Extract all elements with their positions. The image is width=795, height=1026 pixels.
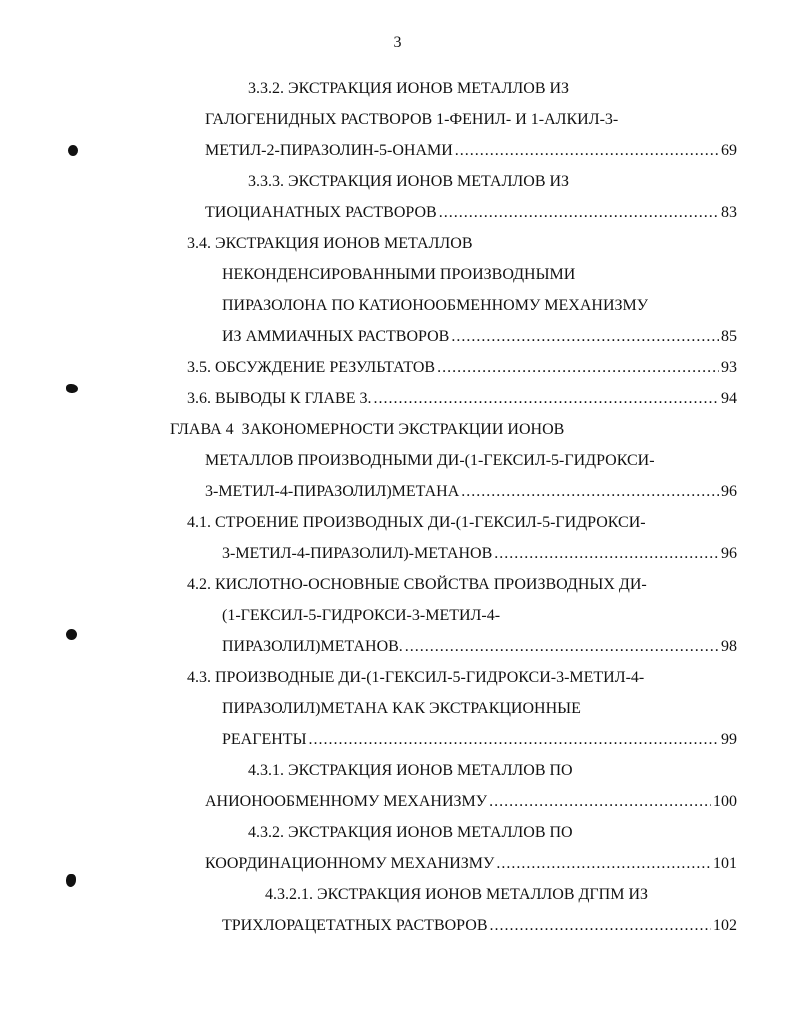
dot-leader — [461, 480, 719, 504]
toc-page-number: 83 — [721, 204, 737, 221]
toc-line-text: АНИОНООБМЕННОМУ МЕХАНИЗМУ — [205, 793, 488, 810]
toc-line-text: ПИРАЗОЛИЛ)МЕТАНА КАК ЭКСТРАКЦИОННЫЕ — [222, 700, 581, 717]
page-number: 3 — [393, 34, 402, 51]
toc-page-number: 102 — [713, 917, 737, 934]
toc-line-text: 3.4. ЭКСТРАКЦИЯ ИОНОВ МЕТАЛЛОВ — [187, 235, 473, 252]
dot-leader — [405, 635, 719, 659]
toc-entry-end — [222, 728, 737, 752]
toc-line — [248, 77, 569, 101]
toc-line-text: МЕТАЛЛОВ ПРОИЗВОДНЫМИ ДИ-(1-ГЕКСИЛ-5-ГИДРОКСИ- — [205, 452, 655, 469]
toc-line — [187, 573, 647, 597]
toc-page-number: 100 — [713, 793, 737, 810]
toc-line — [170, 418, 564, 442]
toc-line — [248, 170, 569, 194]
dot-leader — [489, 790, 711, 814]
toc-entry-end — [205, 852, 737, 876]
dot-leader — [309, 728, 719, 752]
toc-entry-end — [205, 139, 737, 163]
toc-line — [248, 821, 573, 845]
toc-line-text: РЕАГЕНТЫ — [222, 731, 307, 748]
toc-line-text: ПИРАЗОЛИЛ)МЕТАНОВ. — [222, 638, 403, 655]
toc-entry-end — [187, 387, 737, 411]
toc-line-text: 4.3.2.1. ЭКСТРАКЦИЯ ИОНОВ МЕТАЛЛОВ ДГПМ ИЗ — [265, 886, 649, 903]
toc-line-text: 4.1. СТРОЕНИЕ ПРОИЗВОДНЫХ ДИ-(1-ГЕКСИЛ-5-ГИДРОКСИ- — [187, 514, 646, 531]
toc-entry-end — [205, 790, 737, 814]
dot-leader — [437, 356, 719, 380]
toc-line — [187, 666, 644, 690]
dot-leader — [496, 852, 711, 876]
toc-line-text: НЕКОНДЕНСИРОВАННЫМИ ПРОИЗВОДНЫМИ — [222, 266, 576, 283]
toc-page-number: 93 — [721, 359, 737, 376]
toc-page-number: 98 — [721, 638, 737, 655]
toc-page-number: 96 — [721, 545, 737, 562]
toc-line — [187, 232, 473, 256]
toc-line-text: 4.3. ПРОИЗВОДНЫЕ ДИ-(1-ГЕКСИЛ-5-ГИДРОКСИ-3-МЕТИЛ-4- — [187, 669, 645, 686]
dot-leader — [494, 542, 719, 566]
toc-line — [222, 263, 575, 287]
toc-entry-end — [187, 356, 737, 380]
toc-line-text: 3-МЕТИЛ-4-ПИРАЗОЛИЛ)-МЕТАНОВ — [222, 545, 493, 562]
toc-line-text: ТИОЦИАНАТНЫХ РАСТВОРОВ — [205, 204, 437, 221]
scan-speck — [66, 629, 77, 640]
toc-line-text: 3.3.3. ЭКСТРАКЦИЯ ИОНОВ МЕТАЛЛОВ ИЗ — [248, 173, 570, 190]
toc-entry-end — [205, 480, 737, 504]
toc-entry-end — [222, 635, 737, 659]
dot-leader — [489, 914, 711, 938]
toc-line — [248, 759, 573, 783]
toc-line — [205, 449, 655, 473]
toc-page-number: 99 — [721, 731, 737, 748]
toc-line-text: ГЛАВА 4 ЗАКОНОМЕРНОСТИ ЭКСТРАКЦИИ ИОНОВ — [170, 421, 565, 438]
toc-line — [205, 108, 618, 132]
dot-leader — [451, 325, 719, 349]
toc-line-text: 3-МЕТИЛ-4-ПИРАЗОЛИЛ)МЕТАНА — [205, 483, 460, 500]
toc-line-text: 4.3.2. ЭКСТРАКЦИЯ ИОНОВ МЕТАЛЛОВ ПО — [248, 824, 573, 841]
toc-line — [222, 604, 500, 628]
dot-leader — [374, 387, 720, 411]
toc-line-text: ГАЛОГЕНИДНЫХ РАСТВОРОВ 1-ФЕНИЛ- И 1-АЛКИЛ-3- — [205, 111, 619, 128]
dot-leader — [455, 139, 719, 163]
toc-line-text: ПИРАЗОЛОНА ПО КАТИОНООБМЕННОМУ МЕХАНИЗМУ — [222, 297, 649, 314]
scan-speck — [68, 145, 78, 156]
toc-page-number: 85 — [721, 328, 737, 345]
toc-page-number: 96 — [721, 483, 737, 500]
toc-line — [222, 294, 648, 318]
toc-line-text: (1-ГЕКСИЛ-5-ГИДРОКСИ-3-МЕТИЛ-4- — [222, 607, 501, 624]
toc-line-text: 3.6. ВЫВОДЫ К ГЛАВЕ 3. — [187, 390, 372, 407]
toc-line-text: МЕТИЛ-2-ПИРАЗОЛИН-5-ОНАМИ — [205, 142, 453, 159]
toc-page-number: 69 — [721, 142, 737, 159]
toc-page-number: 101 — [713, 855, 737, 872]
toc-line-text: КООРДИНАЦИОННОМУ МЕХАНИЗМУ — [205, 855, 495, 872]
scan-speck — [66, 874, 76, 887]
toc-line-text: 4.3.1. ЭКСТРАКЦИЯ ИОНОВ МЕТАЛЛОВ ПО — [248, 762, 573, 779]
toc-line-text: ТРИХЛОРАЦЕТАТНЫХ РАСТВОРОВ — [222, 917, 488, 934]
toc-line-text: ИЗ АММИАЧНЫХ РАСТВОРОВ — [222, 328, 450, 345]
toc-entry-end — [222, 914, 737, 938]
toc-line — [265, 883, 648, 907]
toc-entry-end — [222, 325, 737, 349]
toc-entry-end — [205, 201, 737, 225]
toc-page-number: 94 — [721, 390, 737, 407]
toc-entry-end — [222, 542, 737, 566]
scan-speck — [66, 384, 78, 393]
toc-line — [222, 697, 581, 721]
toc-line-text: 3.3.2. ЭКСТРАКЦИЯ ИОНОВ МЕТАЛЛОВ ИЗ — [248, 80, 570, 97]
toc-line-text: 4.2. КИСЛОТНО-ОСНОВНЫЕ СВОЙСТВА ПРОИЗВОДНЫХ ДИ- — [187, 576, 647, 593]
toc-line — [187, 511, 646, 535]
dot-leader — [439, 201, 719, 225]
toc-line-text: 3.5. ОБСУЖДЕНИЕ РЕЗУЛЬТАТОВ — [187, 359, 436, 376]
